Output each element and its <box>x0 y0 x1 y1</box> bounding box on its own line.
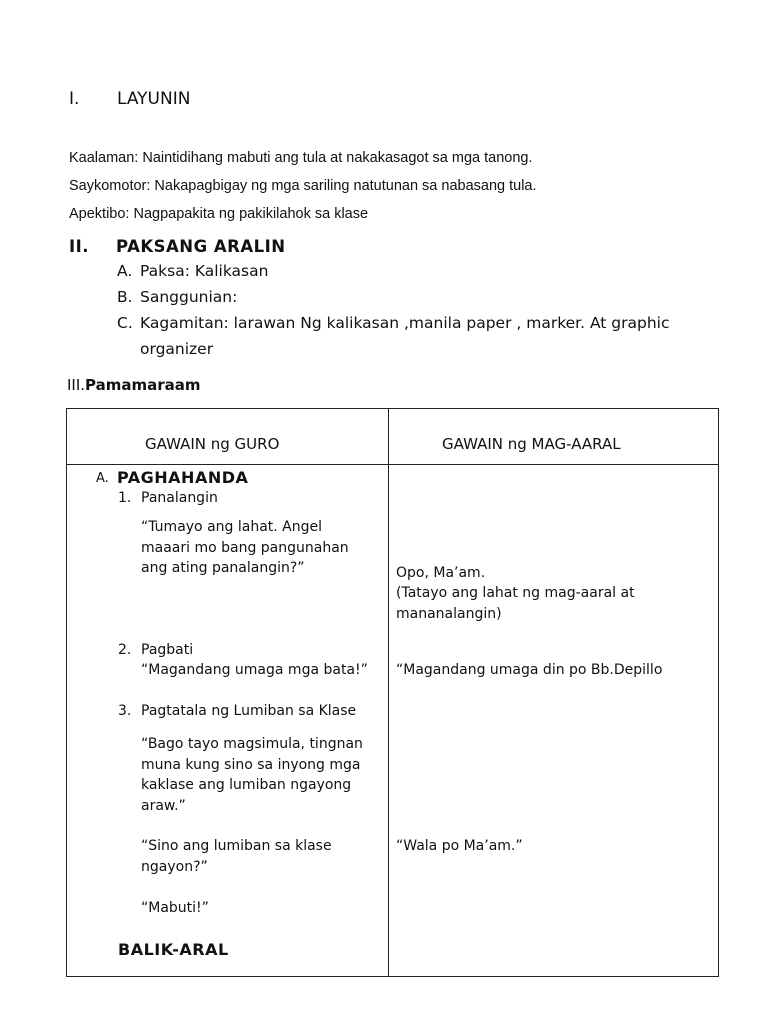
section-1-numeral: I. <box>69 89 80 109</box>
step-3-title: Pagtatala ng Lumiban sa Klase <box>141 703 357 719</box>
column-header-mag-aaral: GAWAIN ng MAG-AARAL <box>442 435 621 453</box>
step-3-number: 3. <box>118 703 132 719</box>
part-a-title: PAGHAHANDA <box>117 468 249 487</box>
section-3-numeral: III. <box>67 376 86 394</box>
teacher-quote-pagbati: “Magandang umaga mga bata!” <box>141 662 368 678</box>
step-1-number: 1. <box>118 490 132 506</box>
student-response-opo: Opo, Ma’am. <box>396 565 486 581</box>
item-paksa: Paksa: Kalikasan <box>140 262 269 280</box>
section-2-numeral: II. <box>69 237 90 256</box>
item-a-letter: A. <box>117 262 133 280</box>
item-kagamitan-cont: organizer <box>140 340 214 358</box>
item-kagamitan: Kagamitan: larawan Ng kalikasan ,manila paper , marker. At graphic <box>140 314 670 332</box>
step-2-title: Pagbati <box>141 642 194 658</box>
section-2-title: PAKSANG ARALIN <box>116 237 286 256</box>
objective-saykomotor: Saykomotor: Nakapagbigay ng mga sariling natutunan sa nabasang tula. <box>69 178 537 194</box>
table-column-divider <box>388 408 389 977</box>
teacher-quote-attendance: “Bago tayo magsimula, tingnan muna kung sino sa inyong mga kaklase ang lumiban ngayong araw.” <box>141 736 363 814</box>
objective-apektibo: Apektibo: Nagpapakita ng pakikilahok sa klase <box>69 206 369 222</box>
section-1-title: LAYUNIN <box>117 89 191 109</box>
section-3-heading <box>67 376 201 394</box>
item-c-letter: C. <box>117 314 133 332</box>
column-header-guro: GAWAIN ng GURO <box>145 435 280 453</box>
student-response-panalangin: (Tatayo ang lahat ng mag-aaral at mananalangin) <box>396 585 635 622</box>
objective-kaalaman: Kaalaman: Naintidihang mabuti ang tula at nakakasagot sa mga tanong. <box>69 150 533 166</box>
teacher-quote-panalangin: “Tumayo ang lahat. Angel maaari mo bang pangunahan ang ating panalangin?” <box>141 519 349 576</box>
item-sanggunian: Sanggunian: <box>140 288 238 306</box>
teacher-quote-mabuti: “Mabuti!” <box>141 900 209 916</box>
item-b-letter: B. <box>117 288 133 306</box>
balik-aral-heading: BALIK-ARAL <box>118 940 229 959</box>
step-2-number: 2. <box>118 642 132 658</box>
part-a-letter: A. <box>96 471 109 486</box>
table-header-divider <box>66 464 719 465</box>
section-3-title: Pamamaraam <box>85 376 201 394</box>
student-response-wala: “Wala po Ma’am.” <box>396 838 523 854</box>
step-1-title: Panalangin <box>141 490 218 506</box>
teacher-quote-absent: “Sino ang lumiban sa klase ngayon?” <box>141 838 332 875</box>
student-response-pagbati: “Magandang umaga din po Bb.Depillo <box>396 662 663 678</box>
